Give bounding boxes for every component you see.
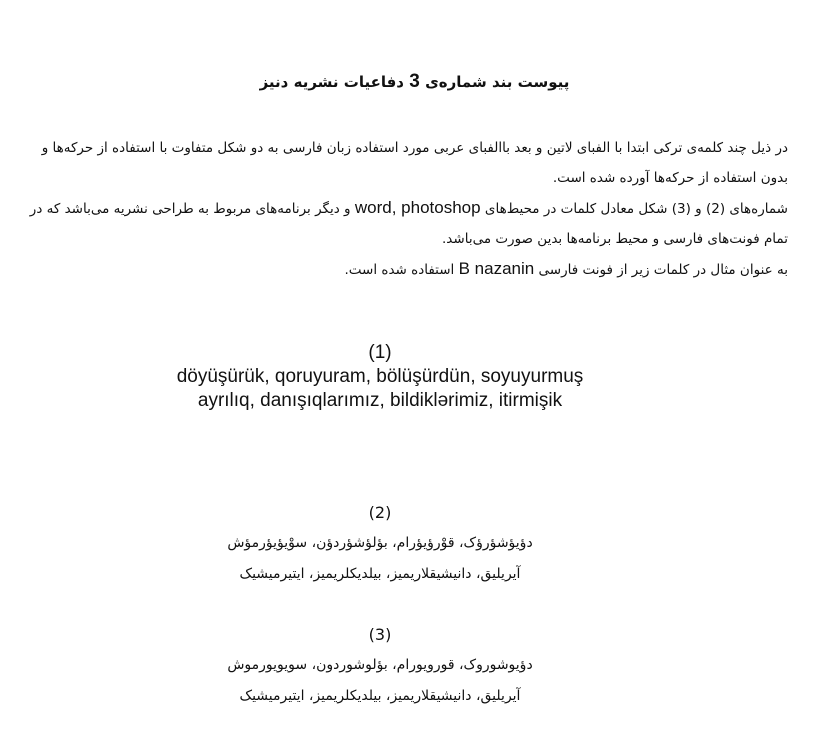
sample-arabic-with-vowels [0, 497, 760, 590]
software-names: word, photoshop [354, 198, 481, 217]
sample-number: (2) [368, 503, 392, 522]
sample-line: دؤیؤشؤرؤک، قوْرؤیؤرام، بؤلؤشؤردؤن، سوْیؤیؤرمؤش [227, 535, 533, 551]
title-suffix: دفاعیات نشریه دنیز [259, 73, 405, 91]
intro-paragraph-1: در ذیل چند کلمه‌ی ترکی ابتدا با الفبای لاتین و بعد باالفبای عربی مورد استفاده زبان فارسی به دو شکل متفاوت با استفاده از حرکه‌ها و بدون استفاده از حرکه‌ها آورده شده است. [41, 140, 788, 186]
intro-paragraph-3-end: استفاده شده است. [344, 262, 455, 278]
intro-text [14, 133, 788, 285]
sample-line: ayrılıq, danışıqlarımız, bildiklərimiz, itirmişik [197, 390, 563, 411]
intro-paragraph-2-start: شماره‌های (2) و (3) شکل معادل کلمات در محیط‌های [484, 201, 788, 217]
sample-number: (3) [368, 625, 392, 644]
page-title [0, 70, 829, 94]
sample-latin [0, 341, 760, 413]
sample-number: (1) [368, 342, 392, 363]
sample-line: آیریلیق، دانیشیقلاریمیز، بیلدیکلریمیز، ایتیرمیشیک [239, 566, 521, 582]
title-prefix: پیوست بند شماره‌ی [425, 73, 570, 91]
title-number: 3 [409, 71, 420, 92]
intro-paragraph-3-start: به عنوان مثال در کلمات زیر از فونت فارسی [538, 262, 788, 278]
font-name: B nazanin [458, 259, 535, 278]
intro-paragraph-2-end: و دیگر برنامه‌های مربوط به طراحی نشریه می‌باشد که در تمام فونت‌های فارسی و محیط برنامه‌ها بدین صورت می‌باشد. [29, 201, 788, 247]
sample-line: döyüşürük, qoruyuram, bölüşürdün, soyuyurmuş [176, 366, 584, 387]
sample-line: آیریلیق، دانیشیقلاریمیز، بیلدیکلریمیز، ایتیرمیشیک [239, 688, 521, 704]
sample-arabic-without-vowels [0, 619, 760, 712]
sample-line: دؤیوشوروک، قورویورام، بؤلوشوردون، سویویورموش [227, 657, 533, 673]
intro-paragraph-2 [14, 193, 788, 254]
intro-paragraph-3 [14, 254, 788, 285]
